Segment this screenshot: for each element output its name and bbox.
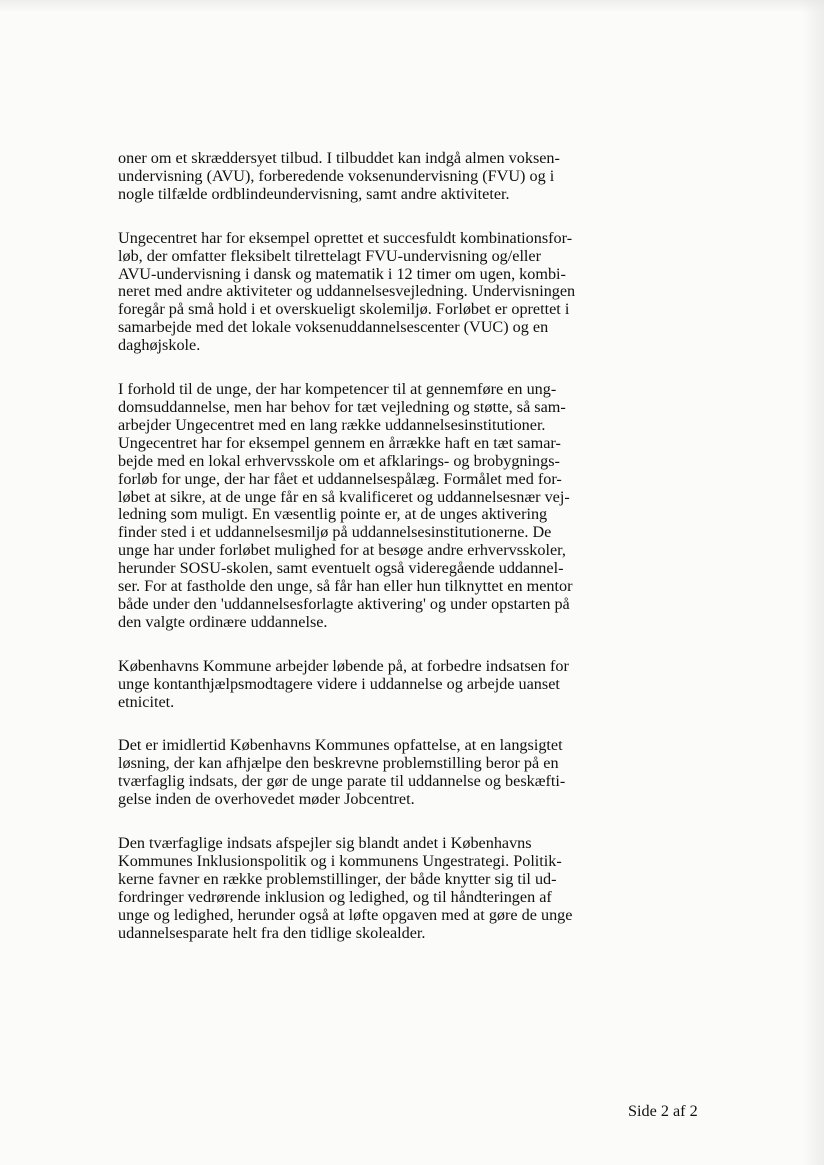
scan-shadow-top [0,0,824,12]
text-line: ledning som muligt. En væsentlig pointe er, at de unges aktivering [118,505,548,524]
text-line: nogle tilfælde ordblindeundervisning, samt andre aktiviteter. [118,184,510,203]
text-line: daghøjskole. [118,336,201,355]
text-line: Ungecentret har for eksempel gennem en årrække haft en tæt samar- [118,433,561,452]
document-body [118,150,598,969]
text-line: tværfaglig indsats, der gør de unge parate til uddannelse og beskæfti- [118,772,566,791]
paragraph-6 [118,835,598,942]
text-line: Københavns Kommune arbejder løbende på, at forbedre indsatsen for [118,656,569,675]
text-line: Den tværfaglige indsats afspejler sig blandt andet i Københavns [118,834,532,853]
text-line: unge og ledighed, herunder også at løfte opgaven med at gøre de unge [118,905,573,924]
text-line: oner om et skræddersyet tilbud. I tilbuddet kan indgå almen voksen- [118,149,560,167]
page-number: Side 2 af 2 [628,1102,698,1120]
text-line: I forhold til de unge, der har kompetencer til at gennemføre en ung- [118,380,557,399]
text-line: herunder SOSU-skolen, samt eventuelt også videregående uddannel- [118,559,564,578]
scan-shadow-right [802,0,824,1165]
text-line: undervisning (AVU), forberedende voksenundervisning (FVU) og i [118,166,555,185]
text-line: arbejder Ungecentret med en lang række uddannelsesinstitutioner. [118,415,546,434]
text-line: finder sted i et uddannelsesmiljø på uddannelsesinstitutionerne. De [118,523,552,542]
text-line: den valgte ordinære uddannelse. [118,612,328,631]
text-line: bejde med en lokal erhvervsskole om et afklarings- og brobygnings- [118,451,560,470]
text-line: etnicitet. [118,692,175,711]
paragraph-5 [118,737,598,809]
text-line: kerne favner en række problemstillinger, der både knytter sig til ud- [118,869,557,888]
paragraph-1 [118,150,598,204]
text-line: neret med andre aktiviteter og uddannelsesvejledning. Undervisningen [118,282,576,301]
text-line: ser. For at fastholde den unge, så får han eller hun tilknyttet en mentor [118,577,573,596]
paragraph-4 [118,658,598,712]
text-line: løb, der omfatter fleksibelt tilrettelagt FVU-undervisning og/eller [118,246,542,265]
paragraph-2 [118,230,598,355]
text-line: foregår på små hold i et overskueligt skolemiljø. Forløbet er oprettet i [118,300,570,319]
text-line: løsning, der kan afhjælpe den beskrevne problemstilling beror på en [118,754,559,773]
text-line: både under den 'uddannelsesforlagte aktivering' og under opstarten på [118,594,570,613]
paragraph-3 [118,381,598,632]
text-line: unge har under forløbet mulighed for at besøge andre erhvervsskoler, [118,541,566,560]
text-line: Det er imidlertid Københavns Kommunes opfattelse, at en langsigtet [118,736,563,755]
text-line: Kommunes Inklusionspolitik og i kommunens Ungestrategi. Politik- [118,852,562,870]
text-line: løbet at sikre, at de unge får en så kvalificeret og uddannelsesnær vej- [118,487,570,506]
text-line: AVU-undervisning i dansk og matematik i 12 timer om ugen, kombi- [118,264,566,283]
text-line: Ungecentret har for eksempel oprettet et succesfuldt kombinationsfor- [118,228,573,247]
text-line: udannelsesparate helt fra den tidlige skolealder. [118,923,426,942]
text-line: samarbejde med det lokale voksenuddannelsescenter (VUC) og en [118,318,549,337]
text-line: fordringer vedrørende inklusion og ledighed, og til håndteringen af [118,887,552,906]
text-line: forløb for unge, der har fået et uddannelsespålæg. Formålet med for- [118,469,562,488]
text-line: unge kontanthjælpsmodtagere videre i uddannelse og arbejde uanset [118,674,560,693]
text-line: domsuddannelse, men har behov for tæt vejledning og støtte, så sam- [118,397,566,416]
text-line: gelse inden de overhovedet møder Jobcentret. [118,790,415,809]
